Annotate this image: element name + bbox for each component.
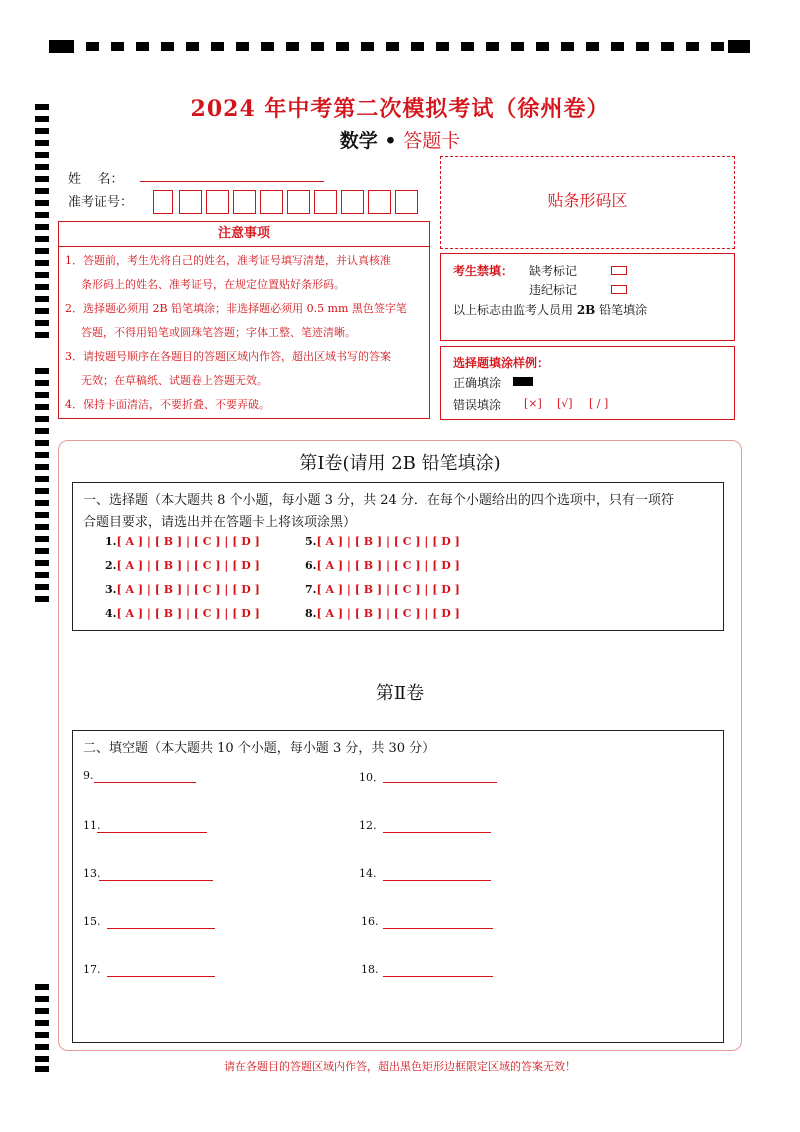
absent-label: 缺考标记: [529, 264, 578, 278]
absent-mark[interactable]: [611, 266, 627, 275]
notice-line: 条形码上的姓名、准考证号，在规定位置贴好条形码。: [81, 278, 345, 291]
sample-box: [440, 346, 735, 420]
choice-question-6[interactable]: 6.[ A ] | [ B ] | [ C ] | [ D ]: [305, 559, 460, 572]
choice-question-3[interactable]: 3.[ A ] | [ B ] | [ C ] | [ D ]: [105, 583, 260, 596]
choice-question-8[interactable]: 8.[ A ] | [ B ] | [ C ] | [ D ]: [305, 607, 460, 620]
choice-section: [72, 482, 724, 631]
card-subtitle: [0, 126, 800, 153]
blank-number: 14.: [359, 867, 377, 880]
forbidden-box: [440, 253, 735, 341]
choice-question-5[interactable]: 5.[ A ] | [ B ] | [ C ] | [ D ]: [305, 535, 460, 548]
blank-number: 11.: [83, 819, 101, 832]
blank-number: 12.: [359, 819, 377, 832]
exam-title: 2024 年中考第二次模拟考试（徐州卷）: [190, 96, 610, 122]
forbidden-note: 以上标志由监考人员用 2B 铅笔填涂: [453, 303, 648, 317]
barcode-area[interactable]: 贴条形码区: [440, 156, 735, 249]
wrong-mark-slash: [ / ]: [589, 397, 609, 410]
blank-18-line[interactable]: [383, 976, 493, 977]
subject-label: 数学: [339, 130, 378, 152]
blank-number: 16.: [361, 915, 379, 928]
fill-instructions: 二、填空题（本大题共 10 个小题，每小题 3 分，共 30 分）: [83, 741, 436, 756]
part1-heading: 第Ⅰ卷(请用 2B 铅笔填涂): [299, 453, 501, 474]
blank-number: 18.: [361, 963, 379, 976]
notice-line: 1．答题前，考生先将自己的姓名，准考证号填写清楚，并认真核准: [65, 254, 391, 267]
blank-11-line[interactable]: [97, 832, 207, 833]
choice-question-4[interactable]: 4.[ A ] | [ B ] | [ C ] | [ D ]: [105, 607, 260, 620]
wrong-mark-cross: [×]: [524, 397, 542, 410]
blank-13-line[interactable]: [99, 880, 213, 881]
blank-17-line[interactable]: [107, 976, 215, 977]
notice-line: 无效；在草稿纸、试题卷上答题无效。: [81, 374, 268, 387]
wrong-mark-check: [√]: [557, 397, 573, 410]
exam-id-label: 准考证号：: [68, 195, 134, 210]
blank-14-line[interactable]: [383, 880, 491, 881]
blank-16-line[interactable]: [383, 928, 493, 929]
answer-card-label: 答题卡: [403, 130, 461, 152]
name-field[interactable]: [140, 181, 324, 182]
blank-12-line[interactable]: [383, 832, 491, 833]
forbidden-label: 考生禁填：: [453, 264, 514, 278]
choice-question-1[interactable]: 1.[ A ] | [ B ] | [ C ] | [ D ]: [105, 535, 260, 548]
blank-number: 10．: [359, 771, 384, 784]
blank-9-line[interactable]: [94, 782, 196, 783]
notice-heading: 注意事项: [59, 222, 429, 247]
choice-instructions-2: 合题目要求，请选出并在答题卡上将该项涂黑）: [83, 515, 357, 530]
sample-label: 选择题填涂样例：: [453, 356, 550, 370]
notice-line: 4．保持卡面清洁，不要折叠、不要弄破。: [65, 398, 270, 411]
notice-line: 答题，不得用铅笔或圆珠笔答题；字体工整、笔迹清晰。: [81, 326, 356, 339]
notice-line: 3．请按题号顺序在各题目的答题区域内作答，超出区域书写的答案: [65, 350, 391, 363]
correct-fill-sample: [513, 377, 533, 386]
violation-label: 违纪标记: [529, 283, 578, 297]
violation-mark[interactable]: [611, 285, 627, 294]
blank-number: 9.: [83, 769, 94, 782]
footer-warning: 请在各题目的答题区域内作答，超出黑色矩形边框限定区域的答案无效！: [224, 1060, 576, 1073]
choice-question-7[interactable]: 7.[ A ] | [ B ] | [ C ] | [ D ]: [305, 583, 460, 596]
wrong-fill-label: 错误填涂: [453, 398, 502, 412]
blank-15-line[interactable]: [107, 928, 215, 929]
fill-section: [72, 730, 724, 1043]
notice-line: 2．选择题必须用 2B 铅笔填涂；非选择题必须用 0.5 mm 黑色签字笔: [65, 302, 407, 315]
blank-number: 13.: [83, 867, 101, 880]
separator-dot: •: [384, 130, 397, 152]
blank-10-line[interactable]: [383, 782, 497, 783]
blank-number: 17.: [83, 963, 101, 976]
notice-box: [58, 221, 430, 419]
correct-fill-label: 正确填涂: [453, 376, 502, 390]
choice-question-2[interactable]: 2.[ A ] | [ B ] | [ C ] | [ D ]: [105, 559, 260, 572]
blank-number: 15.: [83, 915, 101, 928]
name-label: 姓 名：: [68, 172, 124, 187]
part2-heading: 第Ⅱ卷: [375, 683, 425, 704]
choice-instructions-1: 一、选择题（本大题共 8 个小题，每小题 3 分，共 24 分．在每个小题给出的四个选项中，只有一项符: [83, 493, 674, 508]
